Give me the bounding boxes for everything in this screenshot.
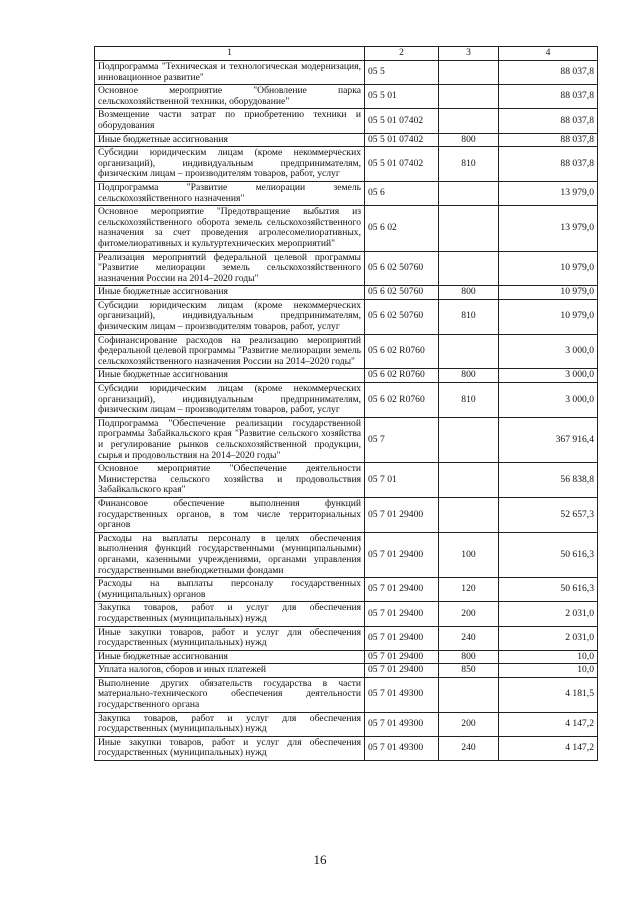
row-vr: 810	[439, 383, 499, 418]
row-sum: 13 979,0	[499, 206, 598, 251]
row-vr: 100	[439, 532, 499, 577]
row-sum: 10 979,0	[499, 299, 598, 334]
table-row	[95, 626, 598, 650]
table-row	[95, 578, 598, 602]
row-name: Расходы на выплаты персоналу в целях обеспечения выполнения функций государственными (муниципальными) органами, казенными учреждениями, органами управления государственными внебюджетными фондами	[95, 532, 365, 577]
table-row	[95, 602, 598, 626]
row-code: 05 7 01 29400	[365, 532, 439, 577]
row-name: Иные бюджетные ассигнования	[95, 369, 365, 383]
table-row	[95, 109, 598, 133]
row-code: 05 6 02 50760	[365, 251, 439, 286]
row-name: Софинансирование расходов на реализацию мероприятий федеральной целевой программы "Развитие мелиорации земель сельскохозяйственного назначения России на 2014–2020 годы"	[95, 334, 365, 369]
header-col-4: 4	[499, 47, 598, 61]
budget-table	[94, 46, 598, 761]
row-vr	[439, 677, 499, 712]
row-vr: 240	[439, 736, 499, 760]
table-row	[95, 181, 598, 205]
row-sum: 3 000,0	[499, 369, 598, 383]
table-row	[95, 383, 598, 418]
row-vr	[439, 181, 499, 205]
row-sum: 88 037,8	[499, 109, 598, 133]
row-name: Выполнение других обязательств государства в части материально-технического обеспечения деятельности государственного органа	[95, 677, 365, 712]
row-vr: 800	[439, 133, 499, 147]
row-name: Закупка товаров, работ и услуг для обеспечения государственных (муниципальных) нужд	[95, 602, 365, 626]
table-row	[95, 677, 598, 712]
row-name: Иные бюджетные ассигнования	[95, 286, 365, 300]
row-sum: 4 181,5	[499, 677, 598, 712]
row-code: 05 7 01 49300	[365, 712, 439, 736]
table-row	[95, 299, 598, 334]
table-row	[95, 497, 598, 532]
row-sum: 88 037,8	[499, 61, 598, 85]
row-vr: 240	[439, 626, 499, 650]
row-name: Подпрограмма "Развитие мелиорации земель сельскохозяйственного назначения"	[95, 181, 365, 205]
row-name: Иные бюджетные ассигнования	[95, 133, 365, 147]
row-code: 05 6 02	[365, 206, 439, 251]
row-vr	[439, 85, 499, 109]
row-name: Закупка товаров, работ и услуг для обеспечения государственных (муниципальных) нужд	[95, 712, 365, 736]
row-sum: 4 147,2	[499, 712, 598, 736]
row-sum: 3 000,0	[499, 383, 598, 418]
table-row	[95, 463, 598, 498]
row-vr: 800	[439, 369, 499, 383]
row-sum: 10,0	[499, 664, 598, 678]
header-col-3: 3	[439, 47, 499, 61]
row-name: Реализация мероприятий федеральной целевой программы "Развитие мелиорации земель сельскохозяйственного назначения России на 2014–2020 годы"	[95, 251, 365, 286]
row-vr	[439, 334, 499, 369]
row-code: 05 7 01	[365, 463, 439, 498]
row-sum: 88 037,8	[499, 85, 598, 109]
row-sum: 2 031,0	[499, 626, 598, 650]
row-code: 05 5	[365, 61, 439, 85]
row-name: Финансовое обеспечение выполнения функций государственных органов, в том числе территориальных органов	[95, 497, 365, 532]
row-vr: 800	[439, 650, 499, 664]
row-sum: 50 616,3	[499, 532, 598, 577]
row-name: Иные закупки товаров, работ и услуг для обеспечения государственных (муниципальных) нужд	[95, 626, 365, 650]
row-code: 05 7 01 29400	[365, 626, 439, 650]
row-vr	[439, 463, 499, 498]
row-code: 05 5 01 07402	[365, 147, 439, 182]
row-name: Субсидии юридическим лицам (кроме некоммерческих организаций), индивидуальным предпринимателям, физическим лицам – производителям товаров, работ, услуг	[95, 383, 365, 418]
row-sum: 13 979,0	[499, 181, 598, 205]
row-name: Основное мероприятие "Обеспечение деятельности Министерства сельского хозяйства и продовольствия Забайкальского края"	[95, 463, 365, 498]
row-vr	[439, 417, 499, 462]
row-code: 05 6	[365, 181, 439, 205]
row-sum: 4 147,2	[499, 736, 598, 760]
row-name: Основное мероприятие "Предотвращение выбытия из сельскохозяйственного оборота земель сельскохозяйственного назначения за счет проведения агролесомелиоративных, фитомелиоративных и культуртехнических мероприятий"	[95, 206, 365, 251]
page-number: 16	[313, 852, 327, 867]
row-vr	[439, 206, 499, 251]
row-vr: 800	[439, 286, 499, 300]
row-code: 05 7 01 29400	[365, 650, 439, 664]
row-code: 05 7 01 49300	[365, 677, 439, 712]
row-vr: 810	[439, 147, 499, 182]
row-vr: 850	[439, 664, 499, 678]
table-row	[95, 712, 598, 736]
row-code: 05 6 02 50760	[365, 299, 439, 334]
row-name: Уплата налогов, сборов и иных платежей	[95, 664, 365, 678]
row-sum: 56 838,8	[499, 463, 598, 498]
row-sum: 10 979,0	[499, 251, 598, 286]
row-code: 05 6 02 R0760	[365, 383, 439, 418]
row-vr: 810	[439, 299, 499, 334]
row-sum: 52 657,3	[499, 497, 598, 532]
row-sum: 10 979,0	[499, 286, 598, 300]
row-code: 05 5 01 07402	[365, 109, 439, 133]
table-row	[95, 133, 598, 147]
row-code: 05 6 02 R0760	[365, 369, 439, 383]
row-name: Иные закупки товаров, работ и услуг для обеспечения государственных (муниципальных) нужд	[95, 736, 365, 760]
row-name: Иные бюджетные ассигнования	[95, 650, 365, 664]
row-code: 05 5 01	[365, 85, 439, 109]
table-row	[95, 251, 598, 286]
table-row	[95, 85, 598, 109]
row-vr	[439, 109, 499, 133]
row-name: Подпрограмма "Обеспечение реализации государственной программы Забайкальского края "Развитие сельского хозяйства и регулирование рынков сельскохозяйственной продукции, сырья и продовольствия на 2014–2020 годы"	[95, 417, 365, 462]
row-sum: 88 037,8	[499, 147, 598, 182]
table-row	[95, 532, 598, 577]
row-vr	[439, 61, 499, 85]
table-row	[95, 61, 598, 85]
table-row	[95, 650, 598, 664]
row-vr: 120	[439, 578, 499, 602]
row-name: Расходы на выплаты персоналу государственных (муниципальных) органов	[95, 578, 365, 602]
table-row	[95, 369, 598, 383]
row-sum: 10,0	[499, 650, 598, 664]
row-sum: 3 000,0	[499, 334, 598, 369]
row-code: 05 6 02 R0760	[365, 334, 439, 369]
header-col-1: 1	[95, 47, 365, 61]
table-row	[95, 286, 598, 300]
table-row	[95, 664, 598, 678]
row-code: 05 5 01 07402	[365, 133, 439, 147]
table-row	[95, 417, 598, 462]
row-vr	[439, 251, 499, 286]
row-vr: 200	[439, 602, 499, 626]
row-name: Возмещение части затрат по приобретению техники и оборудования	[95, 109, 365, 133]
row-code: 05 7	[365, 417, 439, 462]
table-row	[95, 736, 598, 760]
row-vr: 200	[439, 712, 499, 736]
row-sum: 2 031,0	[499, 602, 598, 626]
row-name: Основное мероприятие "Обновление парка сельскохозяйственной техники, оборудование"	[95, 85, 365, 109]
row-vr	[439, 497, 499, 532]
row-sum: 88 037,8	[499, 133, 598, 147]
row-sum: 367 916,4	[499, 417, 598, 462]
table-row	[95, 334, 598, 369]
row-code: 05 7 01 29400	[365, 497, 439, 532]
row-code: 05 7 01 29400	[365, 664, 439, 678]
row-sum: 50 616,3	[499, 578, 598, 602]
header-col-2: 2	[365, 47, 439, 61]
table-row	[95, 206, 598, 251]
row-name: Субсидии юридическим лицам (кроме некоммерческих организаций), индивидуальным предпринимателям, физическим лицам – производителям товаров, работ, услуг	[95, 147, 365, 182]
row-code: 05 7 01 29400	[365, 578, 439, 602]
header-row	[95, 47, 598, 61]
row-code: 05 6 02 50760	[365, 286, 439, 300]
table-row	[95, 147, 598, 182]
row-code: 05 7 01 49300	[365, 736, 439, 760]
row-code: 05 7 01 29400	[365, 602, 439, 626]
row-name: Субсидии юридическим лицам (кроме некоммерческих организаций), индивидуальным предпринимателям, физическим лицам – производителям товаров, работ, услуг	[95, 299, 365, 334]
row-name: Подпрограмма "Техническая и технологическая модернизация, инновационное развитие"	[95, 61, 365, 85]
